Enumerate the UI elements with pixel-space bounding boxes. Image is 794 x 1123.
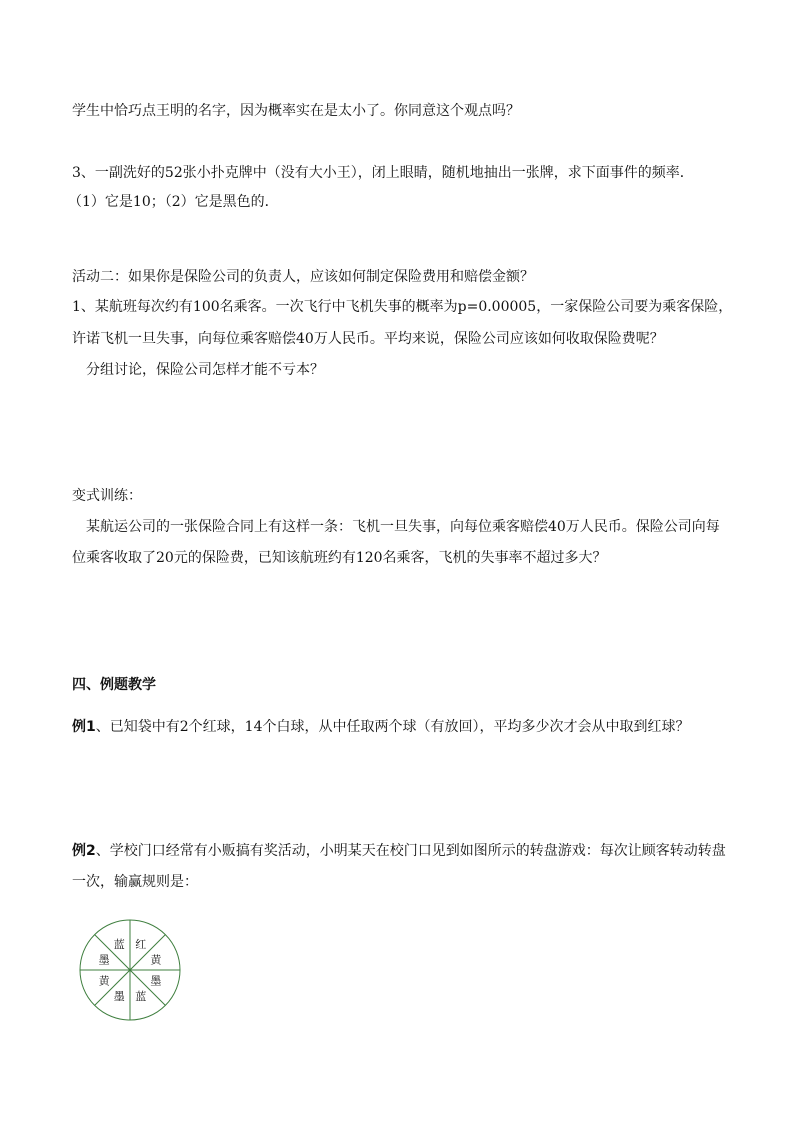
spinner-sector-label: 红	[135, 938, 147, 952]
spinner-sector-label: 墨	[150, 974, 162, 988]
variant-training-title: 变式训练：	[72, 488, 142, 504]
example-2-line-1	[72, 842, 726, 860]
activity-2-title: 活动二：如果你是保险公司的负责人，应该如何制定保险费用和赔偿金额？	[72, 269, 534, 285]
question-3-line-2: （1）它是10；（2）它是黑色的．	[68, 194, 279, 210]
question-3-line-1: 3、一副洗好的52张小扑克牌中（没有大小王），闭上眼睛，随机地抽出一张牌，求下面事件的频率．	[72, 165, 694, 181]
spinner-wheel	[78, 918, 182, 1022]
spinner-sector-label: 黄	[98, 974, 110, 988]
example-2-line-2: 一次，输赢规则是：	[72, 874, 198, 890]
section-4-heading: 四、例题教学	[72, 677, 156, 693]
example-1-text: 、已知袋中有2个红球，14个白球，从中任取两个球（有放回），平均多少次才会从中取到红球？	[95, 719, 690, 735]
spinner-sector-label: 黄	[150, 953, 162, 967]
activity-2-discussion: 分组讨论，保险公司怎样才能不亏本？	[86, 362, 324, 378]
example-1	[72, 718, 689, 736]
spinner-sector-label: 蓝	[113, 938, 125, 952]
activity-2-problem-line-2: 许诺飞机一旦失事，向每位乘客赔偿40万人民币。平均来说，保险公司应该如何收取保险费呢？	[72, 331, 664, 347]
spinner-sector-label: 墨	[113, 989, 125, 1003]
variant-training-line-2: 位乘客收取了20元的保险费，已知该航班约有120名乘客，飞机的失事率不超过多大？	[72, 550, 607, 566]
example-1-label: 例1	[72, 719, 96, 735]
variant-training-line-1: 某航运公司的一张保险合同上有这样一条：飞机一旦失事，向每位乘客赔偿40万人民币。保险公司向每	[86, 519, 720, 535]
activity-2-problem-line-1: 1、某航班每次约有100名乘客。一次飞行中飞机失事的概率为p=0.00005，一家保险公司要为乘客保险，	[72, 299, 733, 315]
spinner-sector-label: 墨	[98, 953, 110, 967]
example-2-text: 、学校门口经常有小贩搞有奖活动，小明某天在校门口见到如图所示的转盘游戏：每次让顾客转动转盘	[95, 843, 726, 859]
question-2-continuation: 学生中恰巧点王明的名字，因为概率实在是太小了。你同意这个观点吗？	[72, 103, 520, 119]
example-2-label: 例2	[72, 843, 96, 859]
spinner-sector-label: 蓝	[135, 989, 147, 1003]
